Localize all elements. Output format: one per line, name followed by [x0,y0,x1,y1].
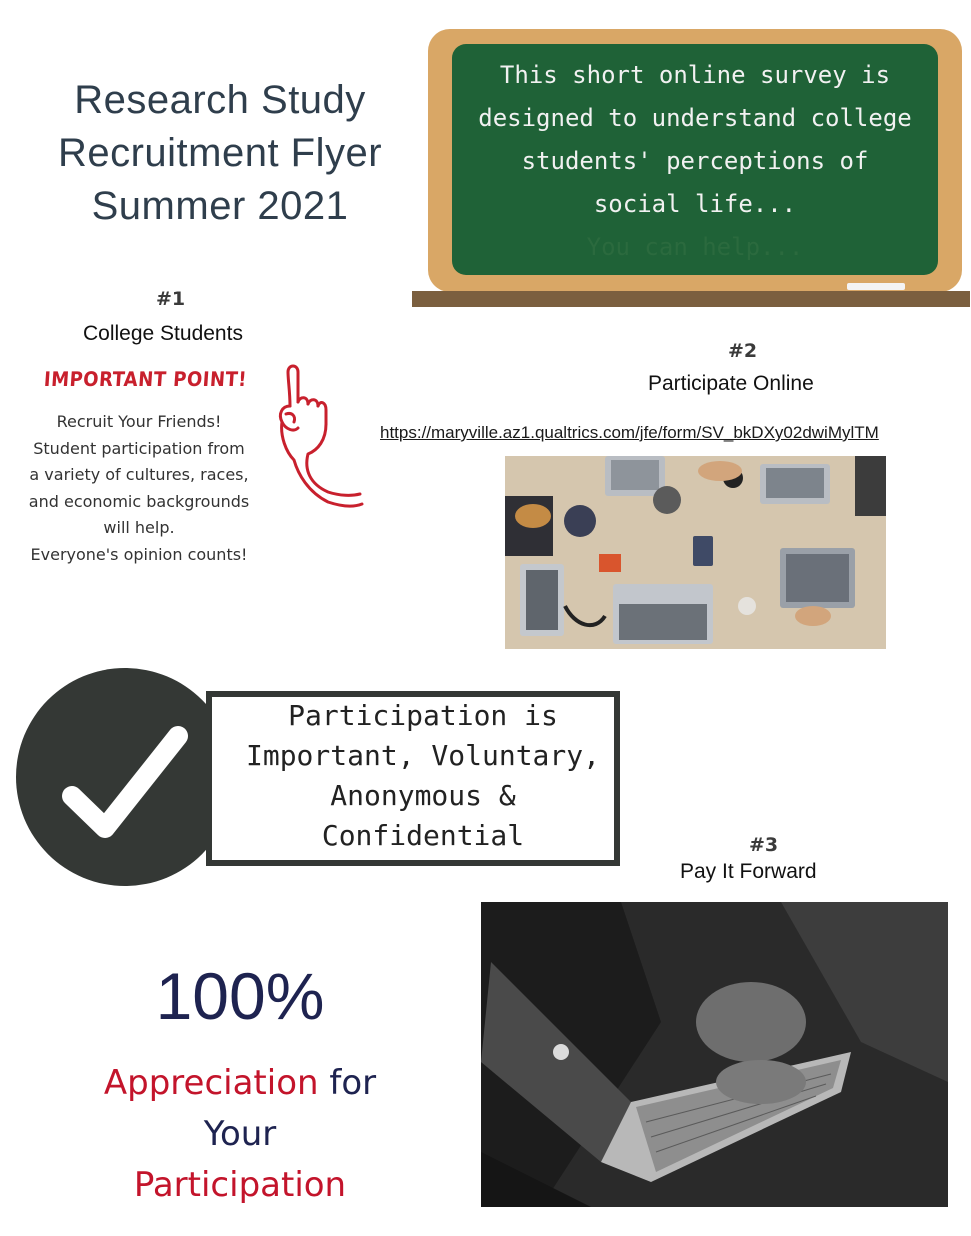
chalkboard-line-2: designed to understand college [478,104,912,132]
title-line-2: Recruitment Flyer [57,131,383,175]
chalkboard-line-3: students' perceptions of [521,147,869,175]
laptop-hands-photo [481,902,948,1207]
chalkboard-ledge [412,291,970,307]
chalkboard-faint-line: You can help... [586,233,804,261]
flyer-title [10,74,430,233]
survey-link[interactable]: https://maryville.az1.qualtrics.com/jfe/form/SV_bkDXy02dwiMylTM [380,423,879,442]
participation-line-4: Confidential [321,819,525,852]
recruit-line-2: Student participation from [33,438,245,458]
recruit-line-3: a variety of cultures, races, [29,465,249,484]
for-word: for [329,1063,377,1103]
participation-line-3: Anonymous & [330,779,516,812]
checkmark-icon [50,718,200,848]
participation-word: Participation [133,1165,347,1205]
participation-line-1: Participation is [288,699,558,732]
appreciation-text [60,1058,420,1211]
step2-number: #2 [728,340,758,362]
pointing-hand-icon [268,362,364,512]
title-line-3: Summer 2021 [91,184,349,228]
chalkboard-line-1: This short online survey is [499,61,891,89]
recruit-line-1: Recruit Your Friends! [56,412,222,431]
participation-text [230,696,616,856]
step1-number: #1 [156,288,186,310]
chalkboard-text [452,54,938,269]
laptops-table-photo [505,456,886,649]
important-point-heading: IMPORTANT POINT! [43,367,248,391]
step3-label: Pay It Forward [680,860,817,883]
recruit-line-5: will help. [103,518,175,537]
participation-line-2: Important, Voluntary, [245,739,600,772]
title-line-1: Research Study [74,78,366,122]
percent-value: 100% [155,959,325,1033]
step3-number: #3 [749,834,779,856]
appreciation-word: Appreciation [103,1063,319,1103]
step1-label: College Students [83,322,243,345]
recruit-text [8,409,270,568]
recruit-line-6: Everyone's opinion counts! [30,544,248,564]
recruit-line-4: and economic backgrounds [28,491,250,511]
step2-label: Participate Online [648,372,814,395]
chalk-piece [847,283,905,290]
your-word: Your [203,1114,277,1154]
chalkboard-line-4: social life... [593,190,797,218]
